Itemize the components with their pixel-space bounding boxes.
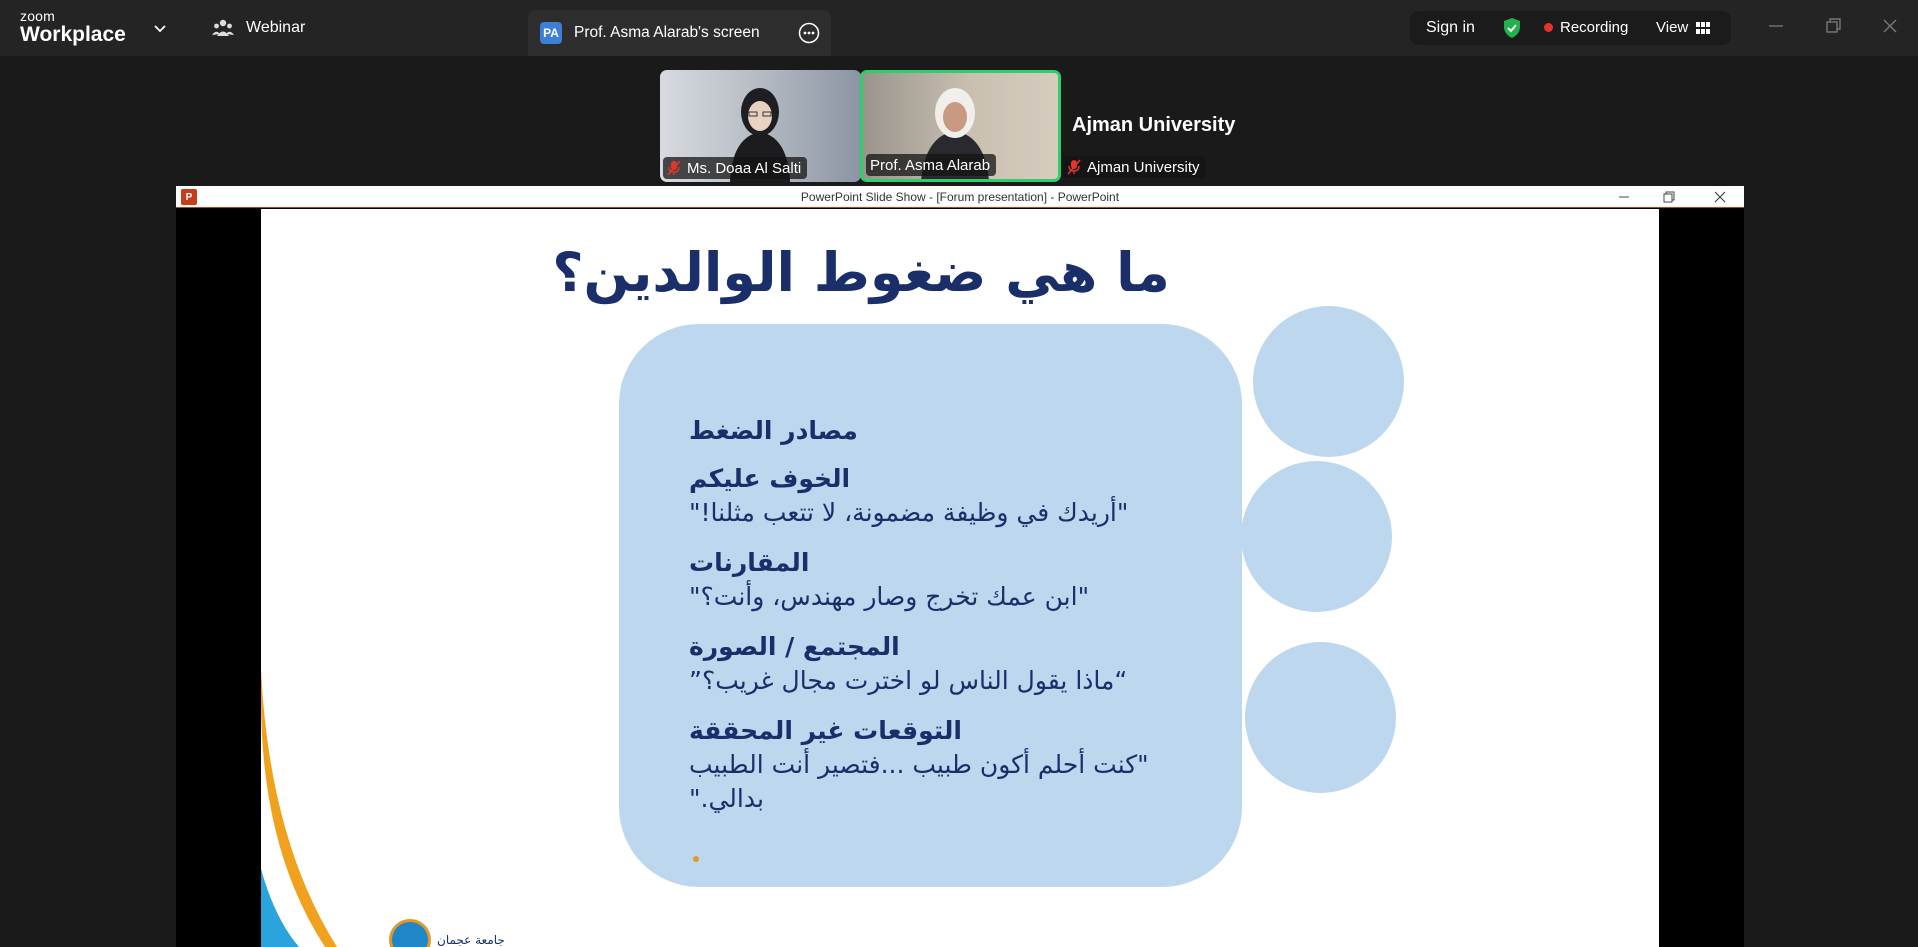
participant-name-tag — [1063, 156, 1206, 178]
more-options-icon[interactable] — [797, 21, 821, 45]
recording-label: Recording — [1560, 19, 1629, 36]
video-tile-doaa[interactable] — [660, 70, 861, 182]
restore-icon[interactable] — [1661, 189, 1677, 205]
powerpoint-slideshow-window — [176, 186, 1744, 947]
powerpoint-icon: P — [181, 189, 197, 205]
tab-label: Prof. Asma Alarab's screen — [574, 24, 760, 41]
decorative-circle — [1241, 461, 1392, 612]
logo-zoom-text: zoom — [20, 8, 56, 24]
participant-name-tag — [866, 154, 996, 176]
stress-source-quote: "ابن عمك تخرج وصار مهندس، وأنت؟" — [689, 582, 1090, 611]
participant-name-tag — [663, 157, 807, 179]
recording-indicator[interactable] — [1544, 19, 1628, 36]
view-button[interactable] — [1656, 19, 1710, 36]
zoom-workplace-logo[interactable] — [20, 9, 126, 45]
restore-icon[interactable] — [1821, 14, 1845, 38]
stress-source-quote: "كنت أحلم أكون طبيب ...فتصير أنت الطبيب بدالي." — [689, 750, 1149, 813]
close-icon[interactable] — [1712, 189, 1728, 205]
decorative-stripes — [261, 669, 351, 947]
stress-source-heading: المقارنات — [689, 548, 810, 577]
tab-shared-screen[interactable] — [528, 10, 831, 56]
slide-title: ما هي ضغوط الوالدين؟ — [552, 241, 1170, 304]
stress-source-quote: "أريدك في وظيفة مضمونة، لا تتعب مثلنا!" — [689, 498, 1129, 527]
university-logo — [389, 919, 505, 947]
content-text — [689, 414, 1189, 832]
stress-source-heading: المجتمع / الصورة — [689, 632, 900, 661]
grid-view-icon — [1696, 22, 1710, 34]
minimize-icon[interactable] — [1616, 189, 1632, 205]
decorative-circle — [1245, 642, 1396, 793]
university-seal-icon — [389, 919, 431, 947]
shield-check-icon[interactable] — [1500, 16, 1524, 40]
content-panel — [619, 324, 1242, 887]
mic-muted-icon — [1067, 159, 1081, 175]
participant-name: Ajman University — [1087, 158, 1200, 176]
slide-canvas — [261, 209, 1659, 947]
section-heading: مصادر الضغط — [689, 416, 858, 445]
webinar-label: Webinar — [246, 19, 306, 36]
webinar-icon — [212, 18, 234, 38]
recording-dot-icon — [1544, 23, 1553, 32]
participant-name: Prof. Asma Alarab — [870, 156, 991, 174]
stress-source-heading: الخوف عليكم — [689, 464, 851, 493]
powerpoint-titlebar — [176, 186, 1744, 208]
logo-workplace-text: Workplace — [20, 23, 126, 46]
view-label: View — [1656, 19, 1689, 36]
meeting-status-group — [1410, 11, 1731, 45]
minimize-icon[interactable] — [1764, 14, 1788, 38]
participant-name: Ms. Doaa Al Salti — [687, 159, 802, 177]
chevron-down-icon[interactable] — [150, 18, 170, 38]
webinar-menu[interactable] — [212, 18, 305, 38]
mic-muted-icon — [667, 160, 681, 176]
participant-display-title: Ajman University — [1072, 114, 1236, 136]
video-tile-asma-active-speaker[interactable] — [860, 70, 1061, 182]
decorative-circle — [1253, 306, 1404, 457]
sign-in-button[interactable]: Sign in — [1426, 19, 1475, 36]
stress-source-quote: “ماذا يقول الناس لو اخترت مجال غريب؟” — [689, 666, 1128, 695]
stress-source-heading: التوقعات غير المحققة — [689, 716, 962, 745]
avatar: PA — [540, 22, 562, 44]
close-icon[interactable] — [1878, 14, 1902, 38]
bullet-icon — [693, 856, 699, 862]
powerpoint-window-title: PowerPoint Slide Show - [Forum presentation] - PowerPoint — [800, 190, 1120, 204]
zoom-topbar — [0, 0, 1918, 56]
university-logo-text: جامعة عجمان — [437, 933, 505, 947]
